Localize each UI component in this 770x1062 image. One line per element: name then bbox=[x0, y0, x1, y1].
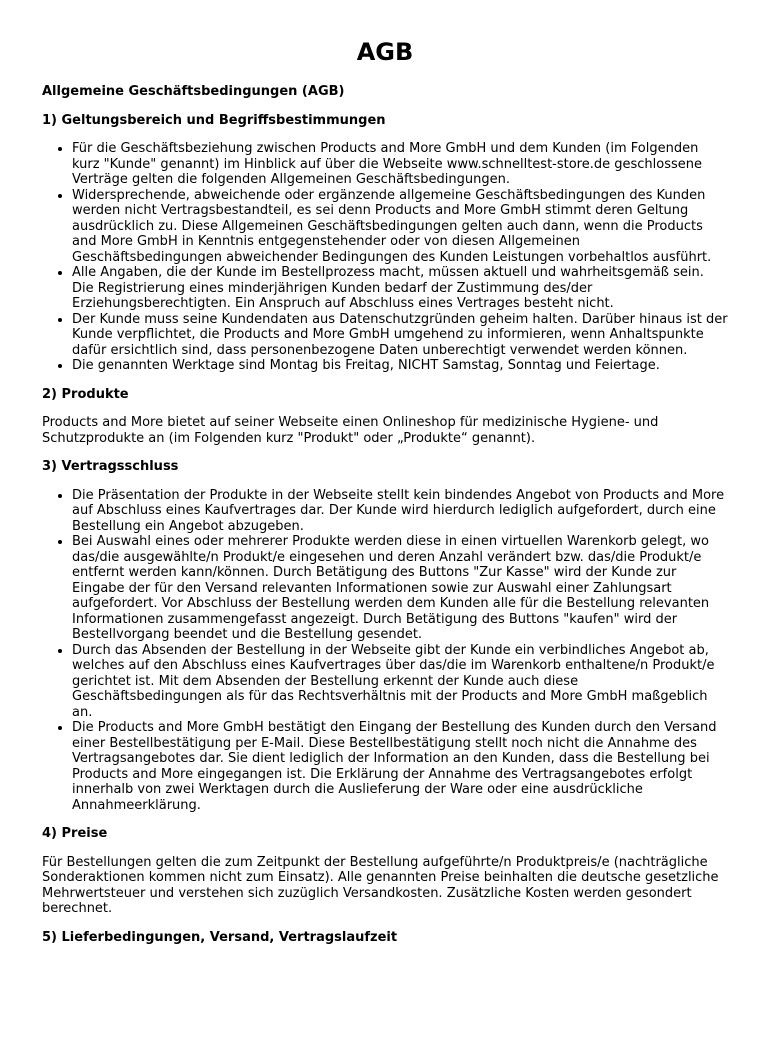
list-item: • Widersprechende, abweichende oder ergänzende allgemeine Geschäftsbedingungen des Kunden werden nicht Vertragsbestandteil, es sei denn Products and More GmbH stimmt deren Geltung ausdrücklich zu. Diese Allgemeinen Geschäftsbedingungen gelten auch dann, wenn die Products and More GmbH in Kenntnis entgegenstehender oder von diesen Allgemeinen Geschäftsbedingungen abweichender Bedingungen des Kunden Leistungen vorbehaltlos ausführt. bbox=[72, 188, 728, 266]
list-item: • Die Products and More GmbH bestätigt den Eingang der Bestellung des Kunden durch den Versand einer Bestellbestätigung per E-Mail. Diese Bestellbestätigung stellt noch nicht die Annahme des Vertragsangebotes dar. Sie dient lediglich der Information an den Kunden, dass die Bestellung bei Products and More eingegangen ist. Die Erklärung der Annahme des Vertragsangebotes erfolgt innerhalb von zwei Werktagen durch die Auslieferung der Ware oder eine ausdrückliche Annahmeerklärung. bbox=[72, 720, 728, 813]
document-subtitle: Allgemeine Geschäftsbedingungen (AGB) bbox=[42, 84, 345, 99]
list-item: • Der Kunde muss seine Kundendaten aus Datenschutzgründen geheim halten. Darüber hinaus ist der Kunde verpflichtet, die Products and More GmbH umgehend zu informieren, wenn Anhaltspunkte dafür ersichtlich sind, dass personenbezogene Daten unberechtigt verwendet werden können. bbox=[72, 312, 728, 359]
list-item: • Für die Geschäftsbeziehung zwischen Products and More GmbH und dem Kunden (im Folgenden kurz "Kunde" genannt) im Hinblick auf über die Webseite www.schnelltest-store.de geschlossene Verträge gelten die folgenden Allgemeinen Geschäftsbedingungen. bbox=[72, 141, 728, 188]
list-item: • Bei Auswahl eines oder mehrerer Produkte werden diese in einen virtuellen Warenkorb gelegt, wo das/die ausgewählte/n Produkt/e eingesehen und deren Anzahl verändert bzw. das/die Produkt/e entfernt werden kann/können. Durch Betätigung des Buttons "Zur Kasse" wird der Kunde zur Eingabe der für den Versand relevanten Informationen sowie zur Auswahl einer Zahlungsart aufgefordert. Vor Abschluss der Bestellung werden dem Kunden alle für die Bestellung relevanten Informationen zusammengefasst angezeigt. Durch Betätigung des Buttons "kaufen" wird der Bestellvorgang beendet und die Bestellung gesendet. bbox=[72, 534, 728, 643]
section-list-vertragsschluss bbox=[42, 488, 728, 814]
list-item: • Die genannten Werktage sind Montag bis Freitag, NICHT Samstag, Sonntag und Feiertage. bbox=[72, 358, 728, 374]
section-heading-produkte: 2) Produkte bbox=[42, 386, 129, 402]
list-item: • Alle Angaben, die der Kunde im Bestellprozess macht, müssen aktuell und wahrheitsgemäß sein. Die Registrierung eines minderjährigen Kunden bedarf der Zustimmung des/der Erziehungsberechtigten. Ein Anspruch auf Abschluss eines Vertrages besteht nicht. bbox=[72, 265, 728, 312]
list-item: • Die Präsentation der Produkte in der Webseite stellt kein bindendes Angebot von Products and More auf Abschluss eines Kaufvertrages dar. Der Kunde wird hierdurch lediglich aufgefordert, durch eine Bestellung ein Angebot abzugeben. bbox=[72, 488, 728, 535]
section-heading-lieferbedingungen: 5) Lieferbedingungen, Versand, Vertragslaufzeit bbox=[42, 929, 398, 945]
section-heading-vertragsschluss: 3) Vertragsschluss bbox=[42, 459, 179, 474]
section-list-geltungsbereich bbox=[42, 141, 728, 374]
section-heading-geltungsbereich: 1) Geltungsbereich und Begriffsbestimmungen bbox=[42, 112, 386, 128]
section-heading-preise: 4) Preise bbox=[42, 826, 108, 841]
section-text-preise: Für Bestellungen gelten die zum Zeitpunkt der Bestellung aufgeführte/n Produktpreis/e (nachträgliche Sonderaktionen kommen nicht zum Einsatz). Alle genannten Preise beinhalten die deutsche gesetzliche Mehrwertsteuer und verstehen sich zuzüglich Versandkosten. Zusätzliche Kosten werden gesondert berechnet. bbox=[42, 854, 719, 916]
page-title: AGB bbox=[356, 38, 414, 66]
section-text-produkte: Products and More bietet auf seiner Webseite einen Onlineshop für medizinische Hygiene- und Schutzprodukte an (im Folgenden kurz "Produkt" oder „Produkte“ genannt). bbox=[42, 415, 659, 446]
list-item: • Durch das Absenden der Bestellung in der Webseite gibt der Kunde ein verbindliches Angebot ab, welches auf den Abschluss eines Kaufvertrages über das/die im Warenkorb enthaltene/n Produkt/e gerichtet ist. Mit dem Absenden der Bestellung erkennt der Kunde auch diese Geschäftsbedingungen als für das Rechtsverhältnis mit der Products and More GmbH maßgeblich an. bbox=[72, 643, 728, 721]
document-page bbox=[0, 38, 770, 945]
